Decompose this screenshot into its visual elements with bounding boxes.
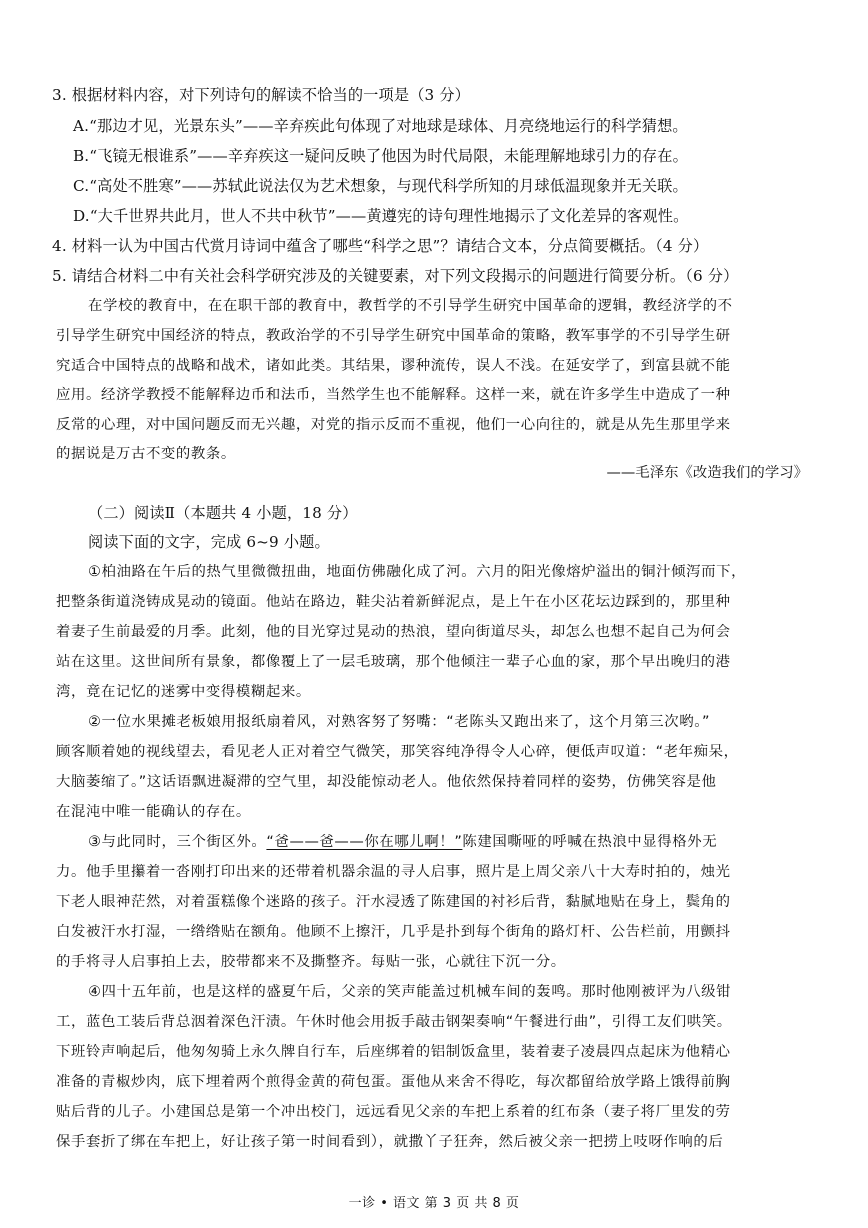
story-line xyxy=(88,831,717,853)
story-text: 陈建国嘶哑的呼喊在热浪中显得格外无 xyxy=(462,834,718,850)
section-heading: （二）阅读Ⅱ（本题共 4 小题，18 分） xyxy=(88,504,358,522)
story-line: 大脑萎缩了。”这话语飘进凝滞的空气里，却没能惊动老人。他依然保持着同样的姿势，仿佛笑容是他 xyxy=(56,774,717,790)
story-line: 把整条街道浇铸成晃动的镜面。他站在路边，鞋尖沾着新鲜泥点，是上午在小区花坛边踩到的，那里种 xyxy=(56,594,731,610)
quote-line: 在学校的教育中，在在职干部的教育中，教哲学的不引导学生研究中国革命的逻辑，教经济学的不 xyxy=(88,298,733,314)
quote-line: 究适合中国特点的战略和战术，诸如此类。其结果，谬种流传，误人不浅。在延安学了，到富县就不能 xyxy=(56,358,731,374)
story-line: 白发被汗水打湿，一绺绺贴在额角。他顾不上擦汗，几乎是扑到每个街角的路灯杆、公告栏前，用颤抖 xyxy=(56,924,731,940)
story-line: 站在这里。这世间所有景象，都像覆上了一层毛玻璃，那个他倾注一辈子心血的家，那个早出晚归的港 xyxy=(56,654,731,670)
story-line: ④四十五年前，也是这样的盛夏午后，父亲的笑声能盖过机械车间的轰鸣。那时他刚被评为八级钳 xyxy=(88,984,732,1000)
question-3-stem: 3. 根据材料内容，对下列诗句的解读不恰当的一项是（3 分） xyxy=(52,86,470,104)
quote-line: 的据说是万古不变的教条。 xyxy=(56,446,236,462)
story-line: 力。他手里攥着一沓刚打印出来的还带着机器余温的寻人启事，照片是上周父亲八十大寿时拍的，烛光 xyxy=(56,864,731,880)
question-4: 4. 材料一认为中国古代赏月诗词中蕴含了哪些“科学之思”？请结合文本，分点简要概括。（4 分） xyxy=(52,237,709,255)
quote-source: ——毛泽东《改造我们的学习》 xyxy=(606,465,808,481)
quote-line: 应用。经济学教授不能解释边币和法币，当然学生也不能解释。这样一来，就在许多学生中造成了一种 xyxy=(56,387,731,403)
question-3-option-a: A.“那边才见，光景东头”——辛弃疾此句体现了对地球是球体、月亮绕地运行的科学猜想。 xyxy=(73,117,688,135)
story-line: 贴后背的儿子。小建国总是第一个冲出校门，远远看见父亲的车把上系着的红布条（妻子将厂里发的劳 xyxy=(56,1104,731,1120)
question-3-option-d: D.“大千世界共此月，世人不共中秋节”——黄遵宪的诗句理性地揭示了文化差异的客观性。 xyxy=(73,207,689,225)
section-instruction: 阅读下面的文字，完成 6~9 小题。 xyxy=(88,533,330,551)
page-footer: 一诊 • 语文 第 3 页 共 8 页 xyxy=(348,1196,520,1211)
story-line: 的手将寻人启事拍上去，胶带都来不及撕整齐。每贴一张，心就往下沉一分。 xyxy=(56,954,566,970)
quote-line: 引导学生研究中国经济的特点，教政治学的不引导学生研究中国革命的策略，教军事学的不引导学生研 xyxy=(56,328,731,344)
quote-line: 反常的心理，对中国问题反而无兴趣，对党的指示反而不重视，他们一心向往的，就是从先生那里学来 xyxy=(56,417,731,433)
story-line: 顾客顺着她的视线望去，看见老人正对着空气微笑，那笑容纯净得令人心碎，便低声叹道：“老年痴呆， xyxy=(56,744,739,760)
story-text: ③与此同时，三个街区外。 xyxy=(88,834,267,850)
story-line: 湾，竟在记忆的迷雾中变得模糊起来。 xyxy=(56,684,311,700)
underlined-quote: “爸——爸——你在哪儿啊！” xyxy=(266,834,463,850)
question-3-option-b: B.“飞镜无根谁系”——辛弃疾这一疑问反映了他因为时代局限，未能理解地球引力的存在。 xyxy=(73,147,688,165)
story-line: 工，蓝色工装后背总洇着深色汗渍。午休时他会用扳手敲击钢架奏响“午餐进行曲”，引得工友们哄笑。 xyxy=(56,1014,732,1030)
story-line: ②一位水果摊老板娘用报纸扇着风，对熟客努了努嘴：“老陈头又跑出来了，这个月第三次哟。” xyxy=(88,714,711,730)
story-line: 着妻子生前最爱的月季。此刻，他的目光穿过晃动的热浪，望向街道尽头，却怎么也想不起自己为何会 xyxy=(56,624,731,640)
story-line: 下老人眼神茫然，对着蛋糕像个迷路的孩子。汗水浸透了陈建国的衬衫后背，黏腻地贴在身上，鬓角的 xyxy=(56,894,731,910)
story-line: 保手套折了绑在车把上，好让孩子第一时间看到），就撒丫子狂奔，然后被父亲一把捞上吱呀作响的后 xyxy=(56,1134,724,1150)
story-line: ①柏油路在午后的热气里微微扭曲，地面仿佛融化成了河。六月的阳光像熔炉溢出的铜汁倾泻而下， xyxy=(88,564,747,580)
question-3-option-c: C.“高处不胜寒”——苏轼此说法仅为艺术想象，与现代科学所知的月球低温现象并无关联。 xyxy=(73,177,688,195)
story-line: 下班铃声响起后，他匆匆骑上永久牌自行车，后座绑着的铝制饭盒里，装着妻子凌晨四点起床为他精心 xyxy=(56,1044,731,1060)
story-line: 准备的青椒炒肉，底下埋着两个煎得金黄的荷包蛋。蛋他从来舍不得吃，每次都留给放学路上饿得前胸 xyxy=(56,1074,731,1090)
story-line: 在混沌中唯一能确认的存在。 xyxy=(56,804,251,820)
question-5: 5. 请结合材料二中有关社会科学研究涉及的关键要素，对下列文段揭示的问题进行简要分析。（6 分） xyxy=(52,267,739,285)
